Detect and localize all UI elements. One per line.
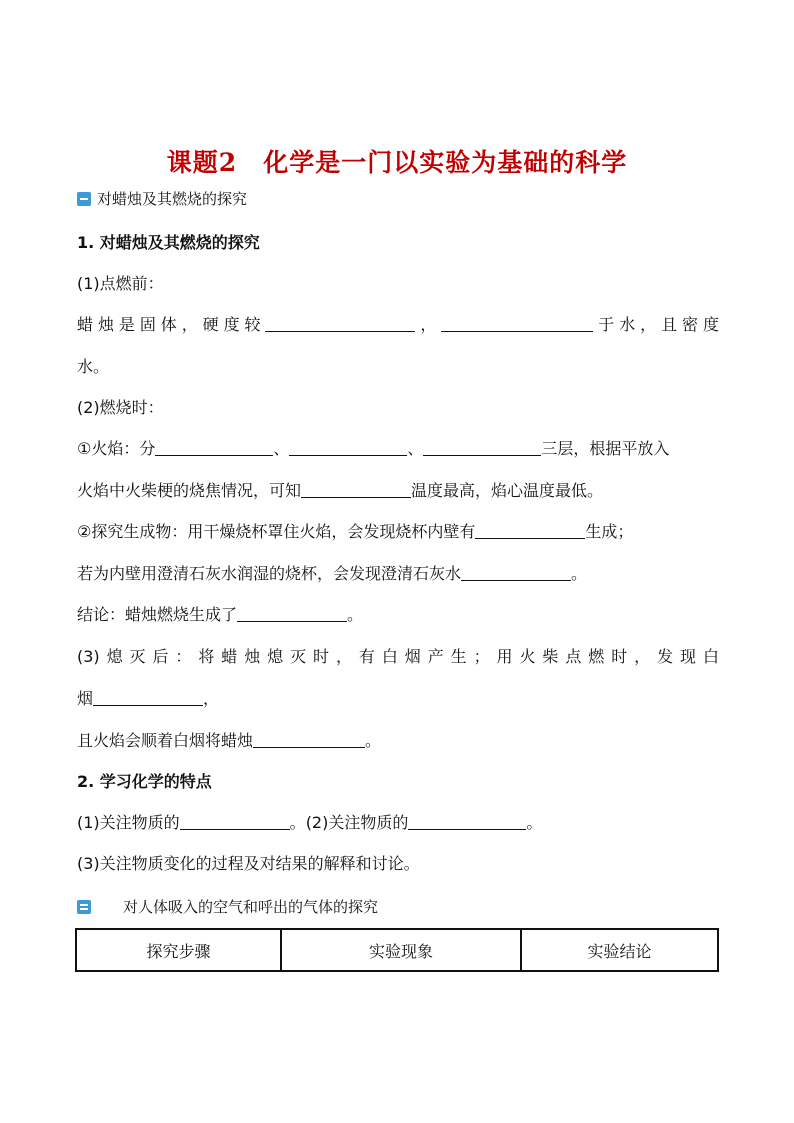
table-header-cell: 实验现象: [281, 929, 521, 971]
before-lighting-line-2: [77, 356, 719, 378]
before-lighting-line: [77, 314, 719, 336]
burning-label: (2)燃烧时：: [77, 398, 164, 417]
text-segment: 若为内壁用澄清石灰水润湿的烧杯，会发现澄清石灰水: [77, 564, 462, 583]
product-line: [77, 521, 719, 543]
section-two-heading: [77, 896, 719, 918]
fill-blank[interactable]: [408, 813, 526, 830]
text-segment: 。: [347, 605, 364, 624]
text-segment: 水。: [77, 357, 110, 376]
section-one-text: 对蜡烛及其燃烧的探究: [97, 190, 248, 208]
table-header-row: [76, 929, 718, 971]
part-one-heading: 1. 对蜡烛及其燃烧的探究: [77, 233, 260, 252]
fill-blank[interactable]: [155, 439, 273, 456]
text-segment: (1)关注物质的: [77, 813, 180, 832]
text-segment: ，: [203, 689, 220, 708]
page-title: 课题2 化学是一门以实验为基础的科学: [166, 148, 628, 177]
fill-blank[interactable]: [301, 481, 411, 498]
text-segment: 。: [526, 813, 543, 832]
section-one-heading: [77, 188, 719, 210]
section-two-icon: [77, 900, 91, 914]
text-segment: 生成；: [585, 522, 634, 541]
flame-line-2: [77, 480, 719, 502]
table-header-cell: 探究步骤: [76, 929, 281, 971]
text-segment: 于水，且密度: [593, 315, 719, 334]
text-segment: 烟: [77, 689, 94, 708]
fill-blank[interactable]: [265, 315, 415, 332]
features-line-2: (3)关注物质变化的过程及对结果的解释和讨论。: [77, 854, 420, 873]
text-segment: ①火焰：分: [77, 439, 156, 458]
fill-blank[interactable]: [423, 439, 541, 456]
text-segment: 温度最高，焰心温度最低。: [411, 481, 604, 500]
text-segment: 。: [365, 731, 382, 750]
fill-blank[interactable]: [253, 731, 365, 748]
part-two-heading: 2. 学习化学的特点: [77, 772, 212, 791]
fill-blank[interactable]: [180, 813, 290, 830]
text-segment: 。: [571, 564, 588, 583]
text-segment: 蜡烛是固体，硬度较: [77, 315, 266, 334]
flame-line: [77, 438, 719, 460]
features-line: [77, 812, 719, 834]
fill-blank[interactable]: [93, 689, 203, 706]
fill-blank[interactable]: [237, 605, 347, 622]
extinguish-line-3: [77, 730, 719, 752]
text-segment: 结论：蜡烛燃烧生成了: [77, 605, 238, 624]
text-segment: 、: [407, 439, 424, 458]
fill-blank[interactable]: [475, 522, 585, 539]
table-header-cell: 实验结论: [521, 929, 718, 971]
experiment-table: [75, 928, 719, 972]
fill-blank[interactable]: [461, 564, 571, 581]
text-segment: 、: [273, 439, 290, 458]
text-segment: 三层，根据平放入: [541, 439, 670, 458]
text-segment: ②探究生成物：用干燥烧杯罩住火焰，会发现烧杯内壁有: [77, 522, 476, 541]
fill-blank[interactable]: [441, 315, 593, 332]
text-segment: 。: [289, 813, 306, 832]
fill-blank[interactable]: [289, 439, 407, 456]
product-line-2: [77, 563, 719, 585]
before-lighting-label: (1)点燃前：: [77, 274, 164, 293]
text-segment: (2)关注物质的: [305, 813, 409, 832]
conclusion-line: [77, 604, 719, 626]
text-segment: 且火焰会顺着白烟将蜡烛: [77, 731, 254, 750]
section-one-icon: [77, 192, 91, 206]
section-two-text: 对人体吸入的空气和呼出的气体的探究: [123, 898, 379, 916]
text-segment: ，: [415, 315, 442, 334]
extinguish-line-2: [77, 688, 719, 710]
text-segment: 火焰中火柴梗的烧焦情况，可知: [77, 481, 302, 500]
extinguish-line: (3)熄灭后：将蜡烛熄灭时，有白烟产生；用火柴点燃时，发现白: [77, 647, 719, 666]
